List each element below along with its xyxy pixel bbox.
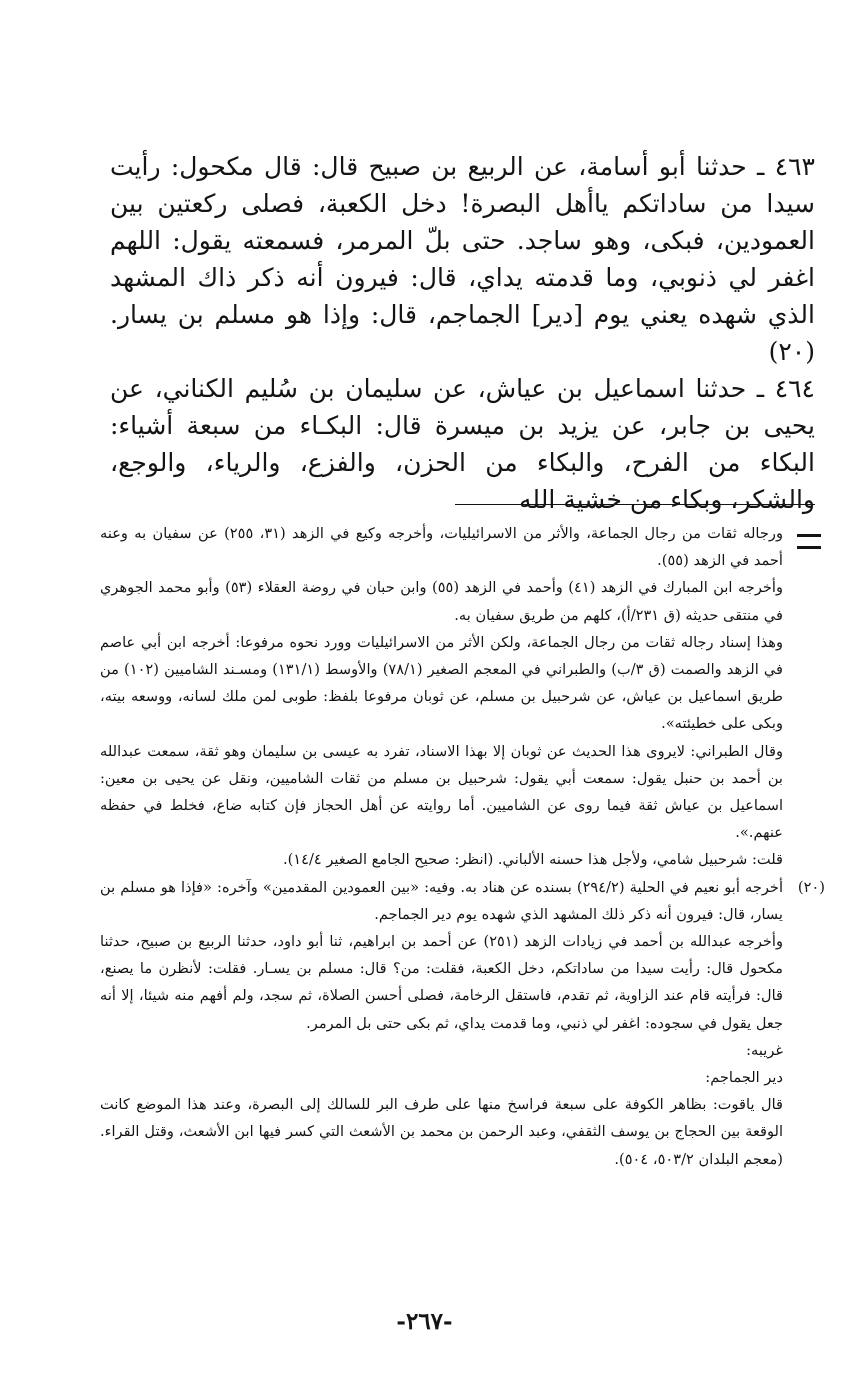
page-number: -٢٦٧-	[396, 1308, 453, 1335]
footnote-paragraph: غريبه:	[746, 1041, 783, 1059]
footnote-paragraph: وأخرجه عبدالله بن أحمد في زيادات الزهد (٢٥١) عن أحمد بن ابراهيم، ثنا أبو داود، حدثنا الربيع بن صبيح، حدثنا مكحول قال: رأيت سيدا من ساداتكم، دخل الكعبة، فقلت: من؟ قال: مسلم بن يسـار. فقلت: لأنظرن ما يصنع، قال: فرأيته قام عند الزاوية، ثم تقدم، فاستقل الرخامة، فصلى أحسن الصلاة، ثم سجد، ولم أفهم منه شيئا، إلا أنه جعل يقول في سجوده: اغفر لي ذنبي، وما قدمت يداي، ثم بكى حتى بل المرمر.	[100, 933, 784, 1032]
hadith-464: ٤٦٤ ـ حدثنا اسماعيل بن عياش، عن سليمان بن سُليم الكناني، عن يحيى بن جابر، عن يزيد بن ميسرة قال: البكـاء من سبعة أشياء: البكاء من الفرح، والبكاء من الحزن، والفزع، والرياء، والوجع، والشكر، وبكاء من خشية الله	[110, 374, 815, 514]
footnote-paragraph: وأخرجه ابن المبارك في الزهد (٤١) وأحمد في الزهد (٥٥) وابن حبان في روضة العقلاء (٥٣) وأبو محمد الجوهري في منتقى حديثه (ق ٢٣١/أ)، كلهم من طريق سفيان به.	[100, 579, 783, 624]
footnote-paragraph: وقال الطبراني: لايروى هذا الحديث عن ثوبان إلا بهذا الاسناد، تفرد به عيسى بن سليمان وهو ثقة، سمعت عبدالله بن أحمد بن حنبل يقول: سمعت أبي يقول: شرحبيل بن مسلم من ثقات الشاميين، ونقل عن يحيى بن معين: اسماعيل بن عياش ثقة فيما روى عن الشاميين. أما روايته عن أهل الحجاز فإن كتابه ضاع، فخلط في حفظه عنهم.».	[100, 742, 783, 842]
main-text-block	[110, 148, 815, 518]
footnote-20	[100, 874, 825, 1173]
footnote-paragraph: قلت: شرحبيل شامي، ولأجل هذا حسنه الألباني. (انظر: صحيح الجامع الصغير ١٤/٤).	[282, 851, 783, 869]
footnotes	[100, 520, 825, 1173]
footnote-number: (٢٠)	[797, 878, 825, 896]
footnote-paragraph: قال ياقوت: بظاهر الكوفة على سبعة فراسخ منها على طرف البر للسالك إلى البصرة، وعند هذا الموضع كانت الوقعة بين الحجاج بن يوسف الثقفي، وعبد الرحمن بن محمد بن الأشعث التي كسر فيها ابن الأشعث، وقتل القراء. (معجم البلدان ٥٠٣/٢، ٥٠٤).	[100, 1096, 783, 1168]
equals-sign-icon	[797, 534, 821, 549]
footnote-continued	[100, 520, 825, 874]
footnote-paragraph: دير الجماجم:	[705, 1069, 783, 1087]
footnote-paragraph: ورجاله ثقات من رجال الجماعة، والأثر من الاسرائيليات، وأخرجه وكيع في الزهد (٣١، ٢٥٥) عن سفيان به وعنه أحمد في الزهد (٥٥).	[100, 525, 783, 570]
footnote-separator	[455, 504, 815, 505]
hadith-463: ٤٦٣ ـ حدثنا أبو أسامة، عن الربيع بن صبيح قال: قال مكحول: رأيت سيدا من ساداتكم ياأهل البصرة! دخل الكعبة، فصلى ركعتين بين العمودين، فبكى، وهو ساجد. حتى بلّ المرمر، فسمعته يقول: اللهم اغفر لي ذنوبي، وما قدمته يداي، قال: فيرون أنه ذكر ذاك المشهد الذي شهده يعني يوم [دير] الجماجم، قال: وإذا هو مسلم بن يسار. (٢٠)	[110, 152, 815, 366]
footnote-paragraph: وهذا إسناد رجاله ثقات من رجال الجماعة، ولكن الأثر من الاسرائيليات وورد نحوه مرفوعا: أخرجه ابن أبي عاصم في الزهد والصمت (ق ٣/ب) والطبراني في المعجم الصغير (٧٨/١) والأوسط (١٣١/١) ومسـند الشاميين (١٠٢) من طريق اسماعيل بن عياش، عن شرحبيل بن مسلم، عن ثوبان مرفوعا بلفظ: طوبى لمن ملك لسانه، ووسعه بيته، وبكى على خطيئته».	[100, 633, 784, 733]
footnote-paragraph: أخرجه أبو نعيم في الحلية (٢٩٤/٢) بسنده عن هناد به. وفيه: «بين العمودين المقدمين» وآخره: «فإذا هو مسلم بن يسار، قال: فيرون أنه ذكر ذلك المشهد الذي شهده يوم دير الجماجم.	[100, 878, 783, 923]
